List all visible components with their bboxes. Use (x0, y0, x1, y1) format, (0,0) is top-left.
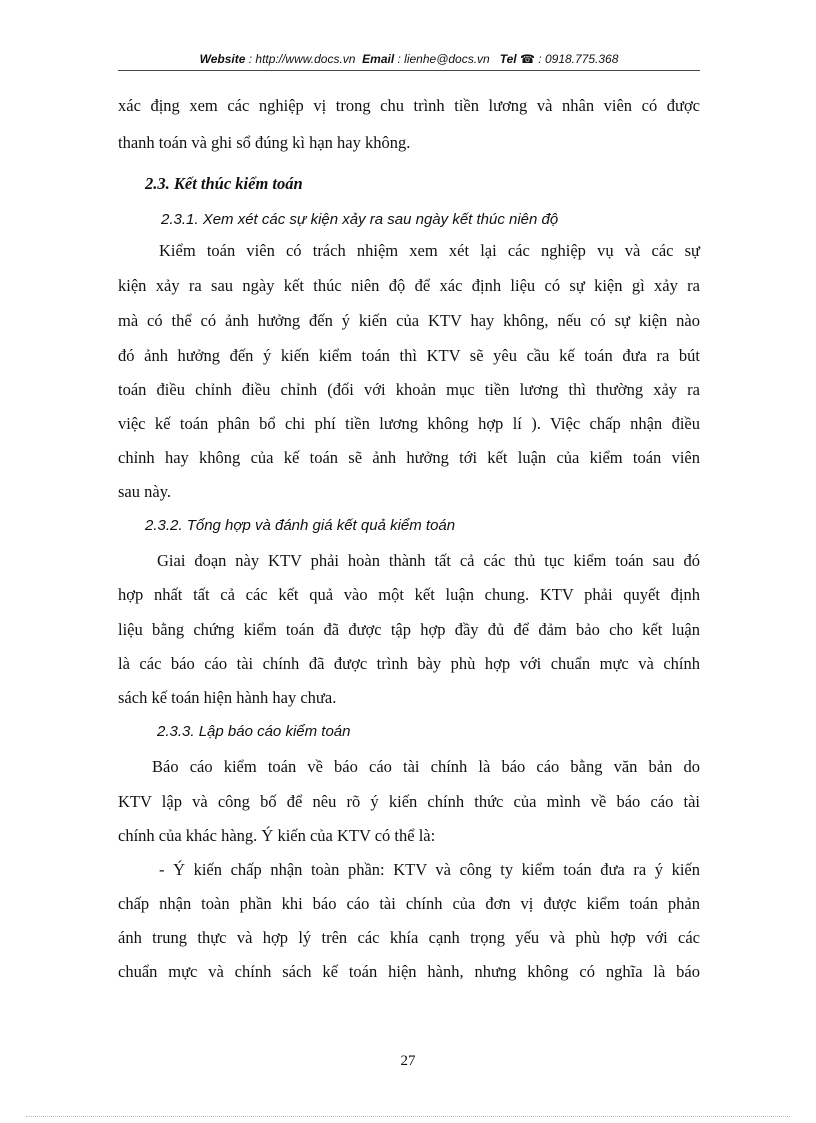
body-line: chính của khác hàng. Ý kiến của KTV có thể là: (118, 826, 436, 845)
section-heading: 2.3. Kết thúc kiểm toán (145, 174, 303, 193)
body-line: toán điều chỉnh điều chỉnh (đối với khoản mục tiền lương thì thường xảy ra (118, 380, 700, 399)
tel-label: Tel (499, 52, 517, 66)
email-label: Email (362, 52, 395, 66)
page-number: 27 (400, 1053, 416, 1069)
body-line: thanh toán và ghi sổ đúng kì hạn hay không. (118, 133, 411, 152)
body-line: việc kế toán phân bổ chi phí tiền lương không hợp lí ). Việc chấp nhận điều (118, 414, 700, 433)
body-line: xác địng xem các nghiệp vị trong chu trình tiền lương và nhân viên có được (118, 96, 700, 115)
tel-number: : 0918.775.368 (538, 52, 619, 66)
body-line: ánh trung thực và hợp lý trên các khía cạnh trọng yếu và phù hợp với các (118, 928, 700, 947)
body-line: KTV lập và công bố để nêu rõ ý kiến chính thức của mình về báo cáo tài (118, 792, 700, 811)
subsection-heading: 2.3.2. Tổng hợp và đánh giá kết quả kiểm toán (145, 517, 456, 534)
body-line: chỉnh hay không của kế toán sẽ ảnh hưởng tới kết luận của kiểm toán viên (118, 448, 700, 467)
email-address: : lienhe@docs.vn (397, 52, 490, 66)
body-line: mà có thể có ảnh hưởng đến ý kiến của KTV hay không, nếu có sự kiện nào (118, 311, 700, 330)
body-line: hợp nhất tất cả các kết quả vào một kết luận chung. KTV phải quyết định (118, 585, 700, 604)
phone-icon: ☎ (520, 52, 535, 66)
body-line: - Ý kiến chấp nhận toàn phần: KTV và công ty kiểm toán đưa ra ý kiến (159, 860, 700, 879)
page-header (118, 52, 700, 66)
body-line: liệu bằng chứng kiểm toán đã được tập hợp đầy đủ để đảm bảo cho kết luận (118, 620, 700, 639)
body-line: kiện xảy ra sau ngày kết thúc niên độ để xác định liệu có sự kiện gì xảy ra (118, 276, 700, 295)
subsection-heading: 2.3.1. Xem xét các sự kiện xảy ra sau ngày kết thúc niên độ (161, 211, 559, 228)
website-url: : http://www.docs.vn (248, 52, 356, 66)
body-line: là các báo cáo tài chính đã được trình bày phù hợp với chuẩn mực và chính (118, 654, 700, 673)
subsection-heading: 2.3.3. Lập báo cáo kiểm toán (157, 723, 351, 740)
body-line: Giai đoạn này KTV phải hoàn thành tất cả các thủ tục kiểm toán sau đó (157, 551, 700, 570)
body-line: chấp nhận toàn phần khi báo cáo tài chính của đơn vị được kiểm toán phản (118, 894, 700, 913)
website-label: Website (199, 52, 246, 66)
page-bottom-border (26, 1116, 790, 1117)
body-line: Kiểm toán viên có trách nhiệm xem xét lại các nghiệp vụ và các sự (159, 241, 700, 260)
body-line: đó ảnh hưởng đến ý kiến kiểm toán thì KTV sẽ yêu cầu kế toán đưa ra bút (118, 346, 700, 365)
body-line: chuẩn mực và chính sách kế toán hiện hành, nhưng không có nghĩa là báo (118, 962, 700, 981)
body-line: sách kế toán hiện hành hay chưa. (118, 688, 337, 707)
body-line: Báo cáo kiểm toán về báo cáo tài chính là báo cáo bằng văn bản do (152, 757, 700, 776)
header-divider (118, 70, 700, 71)
body-line: sau này. (118, 482, 171, 501)
